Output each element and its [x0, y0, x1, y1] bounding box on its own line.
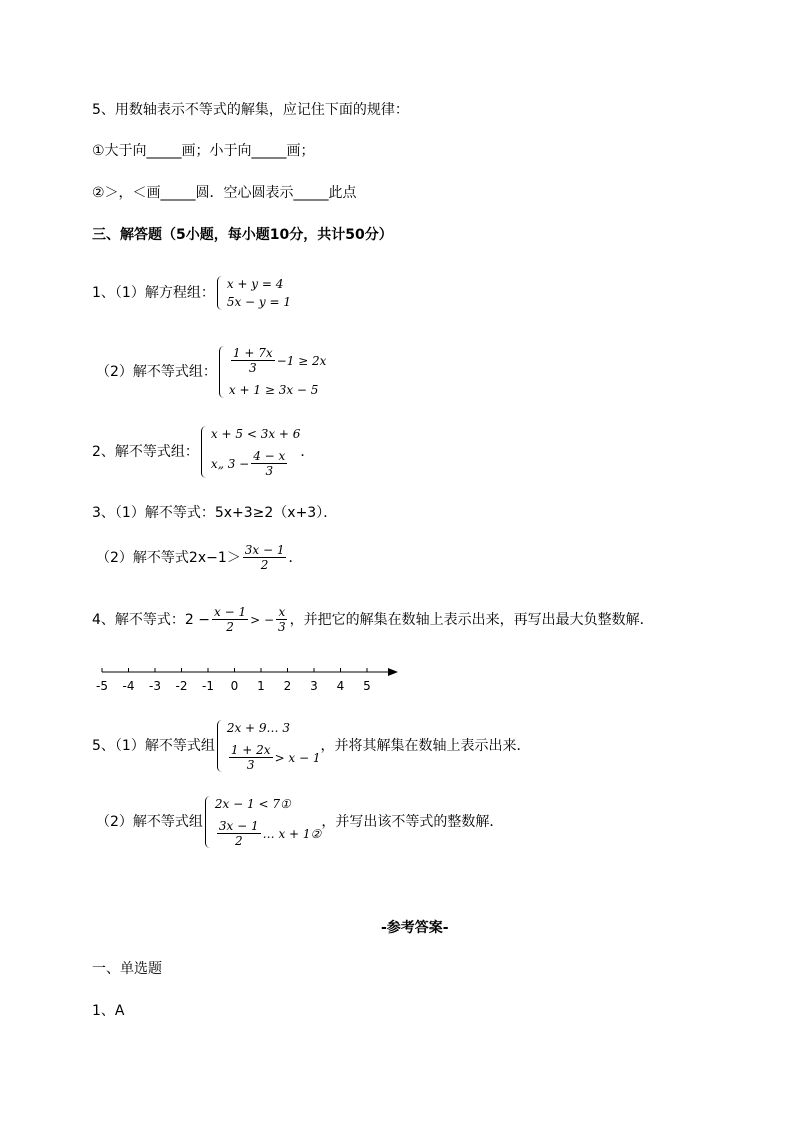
left-brace: [219, 346, 225, 398]
denominator: 3: [246, 758, 255, 772]
tick-label: 0: [230, 679, 239, 693]
tick-label: -5: [96, 679, 108, 693]
inequality-row: 2x + 9… 3: [226, 721, 290, 735]
inequality-mid: > −: [250, 612, 275, 627]
problem-2: [92, 426, 314, 478]
problem-4-label: 4、解不等式：2 −: [92, 611, 210, 628]
fraction: [217, 819, 261, 848]
left-brace: [205, 796, 211, 848]
numerator: 1 + 7x: [232, 346, 273, 360]
inequality-tail: … x + 1②: [262, 826, 322, 841]
left-brace: [217, 720, 223, 772]
denominator: 2: [260, 558, 269, 572]
numerator: 3x − 1: [244, 543, 285, 557]
fraction: [243, 543, 287, 572]
period: ．: [288, 549, 303, 566]
tick-label: 3: [310, 679, 318, 693]
numerator: 4 − x: [253, 449, 286, 463]
tick-label: -3: [149, 679, 161, 693]
fraction: [251, 449, 287, 478]
problem-5-1-label: 5、（1）解不等式组: [92, 738, 215, 754]
numerator: 3x − 1: [218, 819, 259, 833]
problem-3-1: 3、（1）解不等式：5x+3≥2（x+3）．: [92, 505, 338, 521]
problem-2-label: 2、解不等式组：: [92, 444, 199, 460]
problem-1-1: [92, 276, 291, 310]
tick-label: -1: [202, 679, 214, 693]
inequality-head: x„ 3 −: [210, 456, 250, 471]
number-line: [92, 660, 412, 696]
equation-row: x + y = 4: [226, 277, 284, 291]
inequality-system: [217, 346, 327, 398]
period: ．: [300, 444, 315, 460]
left-brace: [217, 276, 223, 310]
denominator: 3: [278, 620, 286, 634]
problem-5-2-after: ，并写出该不等式的整数解．: [321, 814, 504, 830]
denominator: 2: [226, 620, 234, 634]
denominator: 3: [248, 361, 257, 375]
fraction: [229, 743, 273, 772]
problem-5-1: [92, 720, 531, 772]
problem-5-1-after: ，并将其解集在数轴上表示出来．: [320, 738, 531, 754]
q5-title: 5、用数轴表示不等式的解集，应记住下面的规律：: [92, 102, 409, 118]
tick-label: 1: [257, 679, 265, 693]
tick-label: -4: [122, 679, 135, 693]
axis-arrow: [388, 668, 398, 676]
tick-label: 4: [336, 679, 345, 693]
denominator: 3: [265, 464, 274, 478]
problem-5-2-label: （2）解不等式组: [96, 814, 203, 830]
answers-section-1: 一、单选题: [92, 961, 162, 977]
q5-rule-2: ②＞，＜画_____圆．空心圆表示_____此点: [92, 185, 357, 201]
inequality-tail: −1 ≥ 2x: [276, 353, 327, 368]
problem-3-2-label: （2）解不等式2x−1＞: [96, 549, 241, 566]
inequality-system: [215, 720, 321, 772]
denominator: 2: [234, 834, 243, 848]
answer-1: 1、A: [92, 1003, 125, 1019]
problem-4: [92, 605, 654, 634]
problem-3-2: [96, 543, 302, 572]
inequality-row: 2x − 1 < 7①: [214, 797, 291, 811]
equation-system: [215, 276, 291, 310]
inequality-row: x + 1 ≥ 3x − 5: [228, 383, 319, 397]
q5-rule-1: ①大于向_____画；小于向_____画；: [92, 143, 315, 159]
equation-row: 5x − y = 1: [226, 295, 292, 309]
numerator: 1 + 2x: [230, 743, 271, 757]
tick-label: -2: [175, 679, 188, 693]
numerator: x: [278, 605, 286, 619]
tick-label: 5: [363, 679, 371, 693]
numerator: x − 1: [214, 605, 247, 619]
inequality-system: [203, 796, 321, 848]
problem-1-1-label: 1、（1）解方程组：: [92, 285, 215, 301]
fraction: [212, 605, 248, 634]
inequality-system: [199, 426, 301, 478]
problem-4-tail: ，并把它的解集在数轴上表示出来，再写出最大负整数解．: [289, 611, 654, 628]
problem-1-2: [96, 346, 326, 398]
fraction: [231, 346, 275, 375]
inequality-row: x + 5 < 3x + 6: [210, 427, 301, 441]
left-brace: [201, 426, 207, 478]
inequality-tail: > x − 1: [274, 750, 321, 765]
tick-label: 2: [283, 679, 292, 693]
section-3-heading: 三、解答题（5小题，每小题10分，共计50分）: [92, 227, 393, 243]
answers-title: -参考答案-: [381, 920, 449, 936]
problem-5-2: [96, 796, 503, 848]
problem-1-2-label: （2）解不等式组：: [96, 364, 217, 380]
fraction: [276, 605, 288, 634]
